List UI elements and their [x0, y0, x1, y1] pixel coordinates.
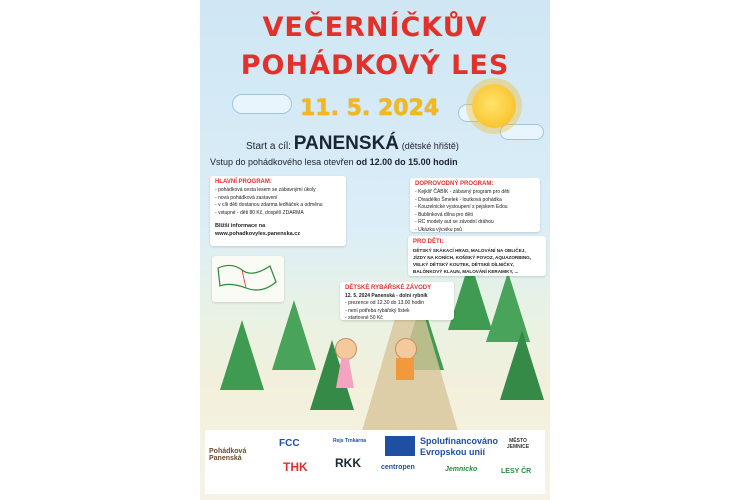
sponsor-logo: Pohádková Panenská: [209, 448, 247, 462]
list-item: - RC modely aut se závodní dráhou: [415, 219, 535, 227]
info-label: Bližší informace na: [215, 223, 266, 229]
list-item: - prezence od 12.30 do 13.00 hodin: [345, 300, 449, 308]
list-item: - v cíli děti dostanou zdarma ledňáček a odměnu: [215, 202, 341, 210]
sponsor-strip: [205, 430, 545, 494]
list-item: - Ukázka výcviku psů: [415, 227, 535, 235]
info-url[interactable]: www.pohadkovyles.panenska.cz: [215, 231, 301, 237]
cloud-left: [232, 94, 292, 114]
start-line: [246, 133, 459, 155]
cloud-far-right: [500, 124, 544, 140]
sun-icon: [472, 84, 516, 128]
start-note: (dětské hřiště): [401, 141, 459, 151]
list-item: - vstupné - děti 80 Kč, dospělí ZDARMA: [215, 210, 341, 218]
eu-line-1: Spolufinancováno: [420, 436, 499, 446]
tree-icon: [220, 320, 264, 390]
kids-line-4: BALÓNKOVÝ KLAUN, MALOVÁNÍ KERAMIKY, ...: [413, 269, 519, 274]
route-map: [212, 256, 284, 302]
sponsor-logo: FCC: [279, 438, 300, 449]
kids-box: [408, 236, 546, 276]
main-program-box: [210, 176, 346, 246]
sponsor-logo: Rejs Trnkárna: [333, 438, 367, 444]
route-map-icon: [212, 256, 284, 302]
poster: [200, 0, 550, 500]
girl-figure: [335, 338, 357, 360]
eu-line-2: Evropskou unií: [420, 447, 486, 457]
entry-line: [210, 157, 458, 167]
list-item: - Kouzelnické vystoupení s pejskem Edou: [415, 204, 535, 212]
title-line-1: VEČERNÍČKŮV: [262, 12, 488, 43]
list-item: - Divadélko Šmelek - loutková pohádka: [415, 197, 535, 205]
start-place: PANENSKÁ: [293, 133, 400, 154]
fishing-heading: DĚTSKÉ RYBÁŘSKÉ ZÁVODY: [345, 285, 432, 291]
sponsor-logo: RKK: [335, 456, 361, 470]
list-item: - nová pohádková zastavení: [215, 195, 341, 203]
sponsor-logo: centropen: [381, 464, 415, 471]
sponsor-logo: MĚSTO JEMNICE: [506, 438, 530, 450]
kids-line-1: DĚTSKÝ SKÁKACÍ HRAD, MALOVÁNÍ NA OBLIČEJ,: [413, 248, 526, 253]
list-item: - není potřeba rybářský lístek: [345, 308, 449, 316]
main-program-heading: HLAVNÍ PROGRAM:: [215, 179, 272, 185]
event-date: 11. 5. 2024: [300, 96, 440, 121]
list-item: - pohádková cesta lesem se zábavnými úkoly: [215, 187, 341, 195]
boy-figure: [395, 338, 417, 360]
fishing-subheading: 12. 5. 2024 Panenská - dolní rybník: [345, 293, 428, 299]
start-label: Start a cíl:: [246, 141, 292, 152]
kids-line-2: JÍZDY NA KONÍCH, KOŇSKÝ POVOZ, AQUAZORBING,: [413, 255, 531, 260]
eu-flag-icon: [385, 436, 415, 456]
sponsor-logo: LESY ČR: [501, 468, 532, 475]
side-program-heading: DOPROVODNÝ PROGRAM:: [415, 181, 494, 187]
entry-hours: od 12.00 do 15.00 hodin: [356, 157, 458, 167]
list-item: - Kejklíř ČÁBÍK - zábavný program pro děti: [415, 189, 535, 197]
title-line-2: POHÁDKOVÝ LES: [240, 50, 510, 81]
kids-line-3: VELKÝ DĚTSKÝ KOUTEK, DĚTSKÉ DÍLNIČKY,: [413, 262, 514, 267]
boy-shirt: [396, 358, 414, 380]
entry-text: Vstup do pohádkového lesa otevřen: [210, 157, 354, 167]
side-program-box: [410, 178, 540, 232]
info-block: [215, 222, 341, 238]
tree-icon: [500, 330, 544, 400]
fishing-box: [340, 282, 454, 320]
eu-caption: [420, 436, 498, 458]
sponsor-logo: Jemnicko: [445, 466, 478, 473]
list-item: - Bublinková dílna pro děti: [415, 212, 535, 220]
list-item: - startovné 50 Kč: [345, 315, 449, 323]
kids-heading: PRO DĚTI:: [413, 239, 444, 245]
sponsor-logo: THK: [283, 460, 308, 474]
